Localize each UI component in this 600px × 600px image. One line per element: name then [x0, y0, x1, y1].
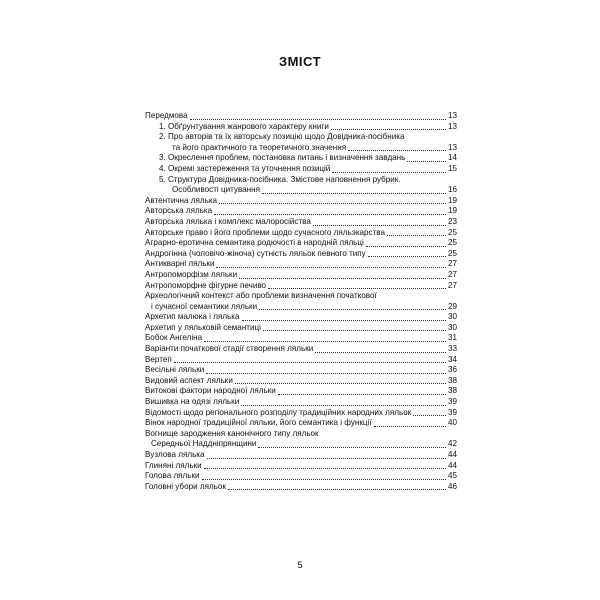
toc-entry-title: Автентична лялька	[145, 195, 218, 205]
toc-entry-title: Вертеп	[145, 354, 172, 364]
toc-entry-title: Авторська лялька	[145, 206, 213, 216]
toc-entry[interactable]	[145, 302, 457, 313]
toc-entry-line: 2. Про авторів та їх авторську позицію щодо Довідника-посібника	[159, 132, 405, 142]
toc-entry[interactable]	[145, 153, 457, 164]
toc-entry-title: Авторська лялька і комплекс малоросійства	[145, 216, 311, 226]
toc-entry-title: Головні убори ляльок	[145, 481, 226, 491]
toc-entry-title: та його практичного та теоретичного значення	[172, 142, 347, 152]
toc-entry-page: 27	[447, 280, 457, 290]
page-title: ЗМІСТ	[278, 54, 322, 69]
toc-entry[interactable]	[145, 418, 457, 429]
toc-entry-title: Витокові фактори народної ляльки	[145, 386, 276, 396]
toc-entry-title: Особливості цитування	[172, 185, 260, 195]
toc-leader-dots	[242, 319, 446, 321]
toc-entry-page: 13	[447, 121, 457, 131]
toc-entry-page: 34	[447, 354, 457, 364]
toc-leader-dots	[228, 488, 446, 490]
toc-entry-title: і сучасної семантики ляльки	[151, 301, 258, 311]
toc-entry-title: Весільні ляльки	[145, 365, 205, 375]
toc-entry-page: 33	[447, 344, 457, 354]
toc-entry-page: 38	[447, 386, 457, 396]
toc-entry[interactable]	[145, 217, 457, 228]
toc-entry-page: 45	[447, 471, 457, 481]
toc-entry-line: Вогнище зародження канонічного типу ляльок	[145, 428, 319, 438]
toc-leader-dots	[332, 171, 446, 173]
toc-entry-page: 46	[447, 481, 457, 491]
toc-entry-title: Антропоморфне фігурне печиво	[145, 280, 267, 290]
toc-entry-title: Глиняні ляльки	[145, 460, 202, 470]
toc-entry[interactable]	[145, 122, 457, 133]
toc-leader-dots	[366, 245, 446, 247]
toc-entry-page: 13	[447, 111, 457, 120]
toc-leader-dots	[315, 351, 446, 353]
toc-leader-dots	[258, 446, 446, 448]
toc-entry-page: 40	[447, 418, 457, 428]
toc-leader-dots	[216, 266, 446, 268]
toc-leader-dots	[374, 425, 446, 427]
toc-entry[interactable]	[145, 450, 457, 461]
toc-entry-title: Видовий аспект ляльки	[145, 375, 233, 385]
toc-leader-dots	[219, 202, 446, 204]
toc-entry-title: Андрогінна (чоловічо-жіноча) сутність ляльок певного типу	[145, 248, 366, 258]
toc-entry[interactable]	[145, 196, 457, 207]
table-of-contents	[145, 111, 457, 492]
toc-leader-dots	[368, 255, 446, 257]
toc-entry-page: 30	[447, 322, 457, 332]
toc-leader-dots	[262, 192, 446, 194]
page-number: 5	[297, 560, 303, 570]
toc-entry-line: Археологічний контекст або проблеми визначення початкової	[145, 291, 377, 301]
toc-entry-page: 25	[447, 227, 457, 237]
toc-leader-dots	[190, 118, 446, 120]
toc-entry-title: Антикварні ляльки	[145, 259, 215, 269]
toc-entry[interactable]	[145, 281, 457, 292]
toc-leader-dots	[206, 372, 446, 374]
toc-entry-page: 36	[447, 365, 457, 375]
toc-leader-dots	[207, 457, 446, 459]
toc-entry[interactable]	[145, 355, 457, 366]
toc-entry-title: Архетип у ляльковій семантиці	[145, 322, 261, 332]
toc-entry[interactable]	[145, 164, 457, 175]
toc-entry-title: 3. Окреслення проблем, постановка питань і визначення завдань	[159, 153, 406, 163]
toc-entry-page: 25	[447, 248, 457, 258]
toc-leader-dots	[241, 404, 446, 406]
toc-entry[interactable]	[145, 143, 457, 154]
toc-leader-dots	[214, 213, 446, 215]
toc-entry-page: 16	[447, 185, 457, 195]
toc-entry[interactable]	[145, 461, 457, 472]
toc-entry-title: Вузлова лялька	[145, 450, 205, 459]
toc-entry-title: Передмова	[145, 111, 188, 120]
toc-entry-line: 5. Структура Довідника-посібника. Змістове наповнення рубрик.	[159, 174, 401, 184]
toc-entry[interactable]	[145, 365, 457, 376]
toc-entry-title: Варіанти початкової стадії створення ляльки	[145, 344, 314, 354]
toc-entry-page: 31	[447, 333, 457, 343]
toc-leader-dots	[259, 308, 446, 310]
toc-entry-page: 19	[447, 195, 457, 205]
toc-leader-dots	[387, 234, 446, 236]
toc-entry[interactable]	[145, 376, 457, 387]
toc-entry-page: 39	[447, 397, 457, 407]
toc-entry[interactable]	[145, 259, 457, 270]
toc-entry-page: 30	[447, 312, 457, 322]
toc-entry-page: 27	[447, 269, 457, 279]
toc-leader-dots	[174, 361, 446, 363]
toc-entry[interactable]	[145, 238, 457, 249]
toc-entry[interactable]	[145, 439, 457, 450]
toc-entry[interactable]	[145, 228, 457, 239]
toc-leader-dots	[278, 393, 446, 395]
toc-entry-title: Архетип малюка і лялька	[145, 312, 240, 322]
toc-entry-title: Антропоморфізм ляльки	[145, 269, 238, 279]
toc-entry-title: Вінок народної традиційної ляльки, його семантика і функції	[145, 418, 372, 428]
toc-leader-dots	[263, 329, 446, 331]
toc-entry-page: 19	[447, 206, 457, 216]
toc-entry-page: 38	[447, 375, 457, 385]
toc-leader-dots	[239, 277, 446, 279]
toc-entry-title: Бобок Ангеліна	[145, 333, 203, 343]
toc-leader-dots	[407, 160, 446, 162]
toc-entry-title: 4. Окремі застереження та уточнення позицій	[159, 163, 331, 173]
toc-leader-dots	[313, 224, 446, 226]
toc-entry[interactable]	[145, 249, 457, 260]
toc-leader-dots	[204, 340, 446, 342]
toc-leader-dots	[204, 467, 446, 469]
toc-leader-dots	[331, 128, 446, 130]
toc-entry-title: Аграрно-еротична семантика родючості в народній ляльці	[145, 238, 364, 248]
toc-entry-title: Середньої Наддніпрянщини	[151, 439, 257, 449]
toc-entry-page: 29	[447, 301, 457, 311]
toc-entry[interactable]	[145, 471, 457, 482]
toc-entry-page: 44	[447, 460, 457, 470]
toc-entry-title: 1. Обґрунтування жанрового характеру книги	[159, 121, 329, 131]
toc-entry[interactable]	[145, 206, 457, 217]
toc-entry-page: 42	[447, 439, 457, 449]
toc-entry-page: 27	[447, 259, 457, 269]
toc-entry-title: Відомості щодо регіонального розподілу традиційних народних ляльок	[145, 407, 412, 417]
toc-entry[interactable]	[145, 397, 457, 408]
toc-entry[interactable]	[145, 111, 457, 122]
toc-leader-dots	[235, 382, 446, 384]
toc-entry-page: 13	[447, 142, 457, 152]
toc-entry[interactable]	[145, 312, 457, 323]
toc-leader-dots	[413, 414, 446, 416]
toc-entry-page: 15	[447, 163, 457, 173]
toc-entry[interactable]	[145, 344, 457, 355]
toc-entry[interactable]	[145, 386, 457, 397]
toc-entry[interactable]	[145, 333, 457, 344]
toc-entry-title: Вишивка на одязі ляльки	[145, 397, 240, 407]
toc-entry[interactable]	[145, 482, 457, 493]
toc-entry-page: 14	[447, 153, 457, 163]
toc-entry[interactable]	[145, 270, 457, 281]
toc-entry[interactable]	[145, 408, 457, 419]
toc-entry-page: 44	[447, 450, 457, 459]
toc-entry-page: 23	[447, 216, 457, 226]
toc-leader-dots	[268, 287, 446, 289]
toc-leader-dots	[348, 149, 446, 151]
toc-entry-title: Авторське право і його проблеми щодо сучасного ляльэкарства	[145, 227, 386, 237]
toc-entry[interactable]	[145, 185, 457, 196]
toc-entry-page: 25	[447, 238, 457, 248]
toc-leader-dots	[202, 478, 446, 480]
toc-entry-page: 39	[447, 407, 457, 417]
toc-entry[interactable]	[145, 323, 457, 334]
toc-entry-title: Голова ляльки	[145, 471, 200, 481]
